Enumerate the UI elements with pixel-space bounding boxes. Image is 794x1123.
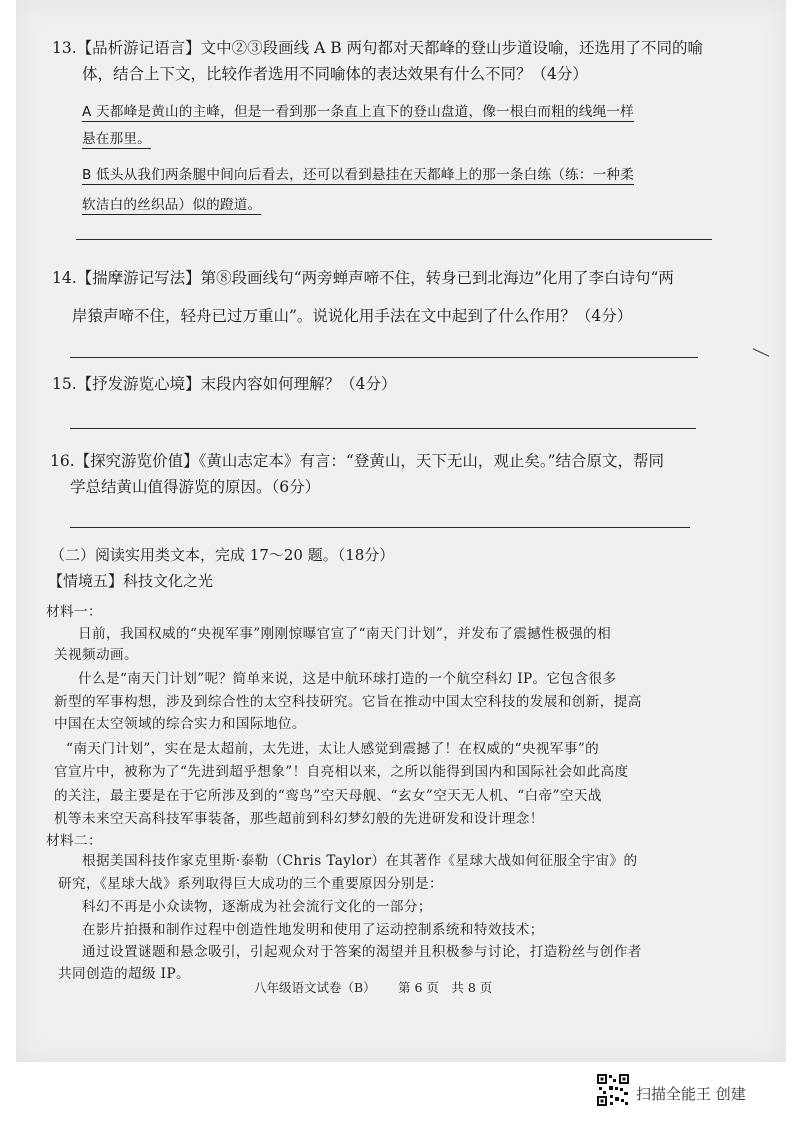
watermark-text: 扫描全能王 创建 [636,1085,746,1103]
question-16-line-1: 16.【探究游览价值】《黄山志定本》有言：“登黄山，天下无山，观止矣。”结合原文，帮同 [50,452,665,470]
question-13-line-1: 13.【品析游记语言】文中②③段画线 A B 两句都对天都峰的登山步道设喻，还选用了不同的喻 [52,39,704,57]
question-15-line-1: 15.【抒发游览心境】末段内容如何理解？（4分） [52,375,397,393]
material-1-line: 日前，我国权威的“央视军事”刚刚惊曝官宣了“南天门计划”，并发布了震撼性极强的相 [78,626,612,642]
material-2-line: 科幻不再是小众读物，逐渐成为社会流行文化的一部分； [82,899,432,915]
answer-line-14 [70,357,698,358]
answer-line-15 [70,428,696,429]
answer-line-13 [76,239,712,240]
material-2-line: 在影片拍摄和制作过程中创造性地发明和使用了运动控制系统和特效技术； [82,922,544,938]
material-1-label: 材料一： [46,604,102,620]
material-1-line: 中国在太空领域的综合实力和国际地位。 [54,716,306,732]
answer-line-16 [70,527,690,528]
material-2-line: 研究，《星球大战》系列取得巨大成功的三个重要原因分别是： [58,876,444,892]
answer-13-b-line-1: B 低头从我们两条腿中间向后看去，还可以看到悬挂在天都峰上的那一条白练（练：一种柔 [82,163,634,185]
material-1-line: 官宣片中，被称为了“先进到超乎想象”！自亮相以来，之所以能得到国内和国际社会如此高度 [54,764,629,780]
material-2-line: 根据美国科技作家克里斯·泰勒（Chris Taylor）在其著作《星球大战如何征服全宇宙》的 [82,853,638,869]
material-1-line: 机等未来空天高科技军事装备，那些超前到科幻梦幻般的先进研发和设计理念！ [54,811,544,827]
question-14-line-2: 岸猿声啼不住，轻舟已过万重山”。说说化用手法在文中起到了什么作用？（4分） [72,307,633,325]
question-13-line-2: 体，结合上下文，比较作者选用不同喻体的表达效果有什么不同？（4分） [82,65,588,83]
material-2-line: 共同创造的超级 IP。 [58,966,190,982]
answer-13-b-line-2: 软洁白的丝织品）似的蹬道。 [82,193,261,215]
answer-13-a-line-2: 悬在那里。 [82,127,151,149]
footer-exam-name: 八年级语文试卷（B） [254,980,376,995]
context-title: 【情境五】科技文化之光 [48,572,214,590]
question-16-line-2: 学总结黄山值得游览的原因。（6分） [70,478,321,496]
material-1-line: 新型的军事构想，涉及到综合性的太空科技研究。它旨在推动中国太空科技的发展和创新，提高 [54,694,642,710]
footer-page-number: 第 6 页 共 8 页 [398,980,493,995]
answer-13-a-line-1: A 天都峰是黄山的主峰，但是一看到那一条直上直下的登山盘道，像一根白而粗的线绳一样 [82,100,634,122]
material-2-line: 通过设置谜题和悬念吸引，引起观众对于答案的渴望并且积极参与讨论，打造粉丝与创作者 [82,944,642,960]
material-1-line: “南天门计划”，实在是太超前，太先进，太让人感觉到震撼了！在权威的“央视军事”的 [66,741,600,757]
material-1-line: 关视频动画。 [54,647,138,663]
material-1-line: 的关注，最主要是在于它所涉及到的“鸾鸟”空天母舰、“玄女”空天无人机、“白帝”空天战 [54,788,602,804]
question-14-line-1: 14.【揣摩游记写法】第⑧段画线句“两旁蝉声啼不住，转身已到北海边”化用了李白诗句“两 [52,269,674,287]
material-2-label: 材料二： [46,833,102,849]
qr-code-icon [596,1073,630,1107]
section-heading: （二）阅读实用类文本，完成 17～20 题。（18分） [50,546,395,564]
material-1-line: 什么是“南天门计划”呢？简单来说，这是中航环球打造的一个航空科幻 IP。它包含很多 [78,671,617,687]
